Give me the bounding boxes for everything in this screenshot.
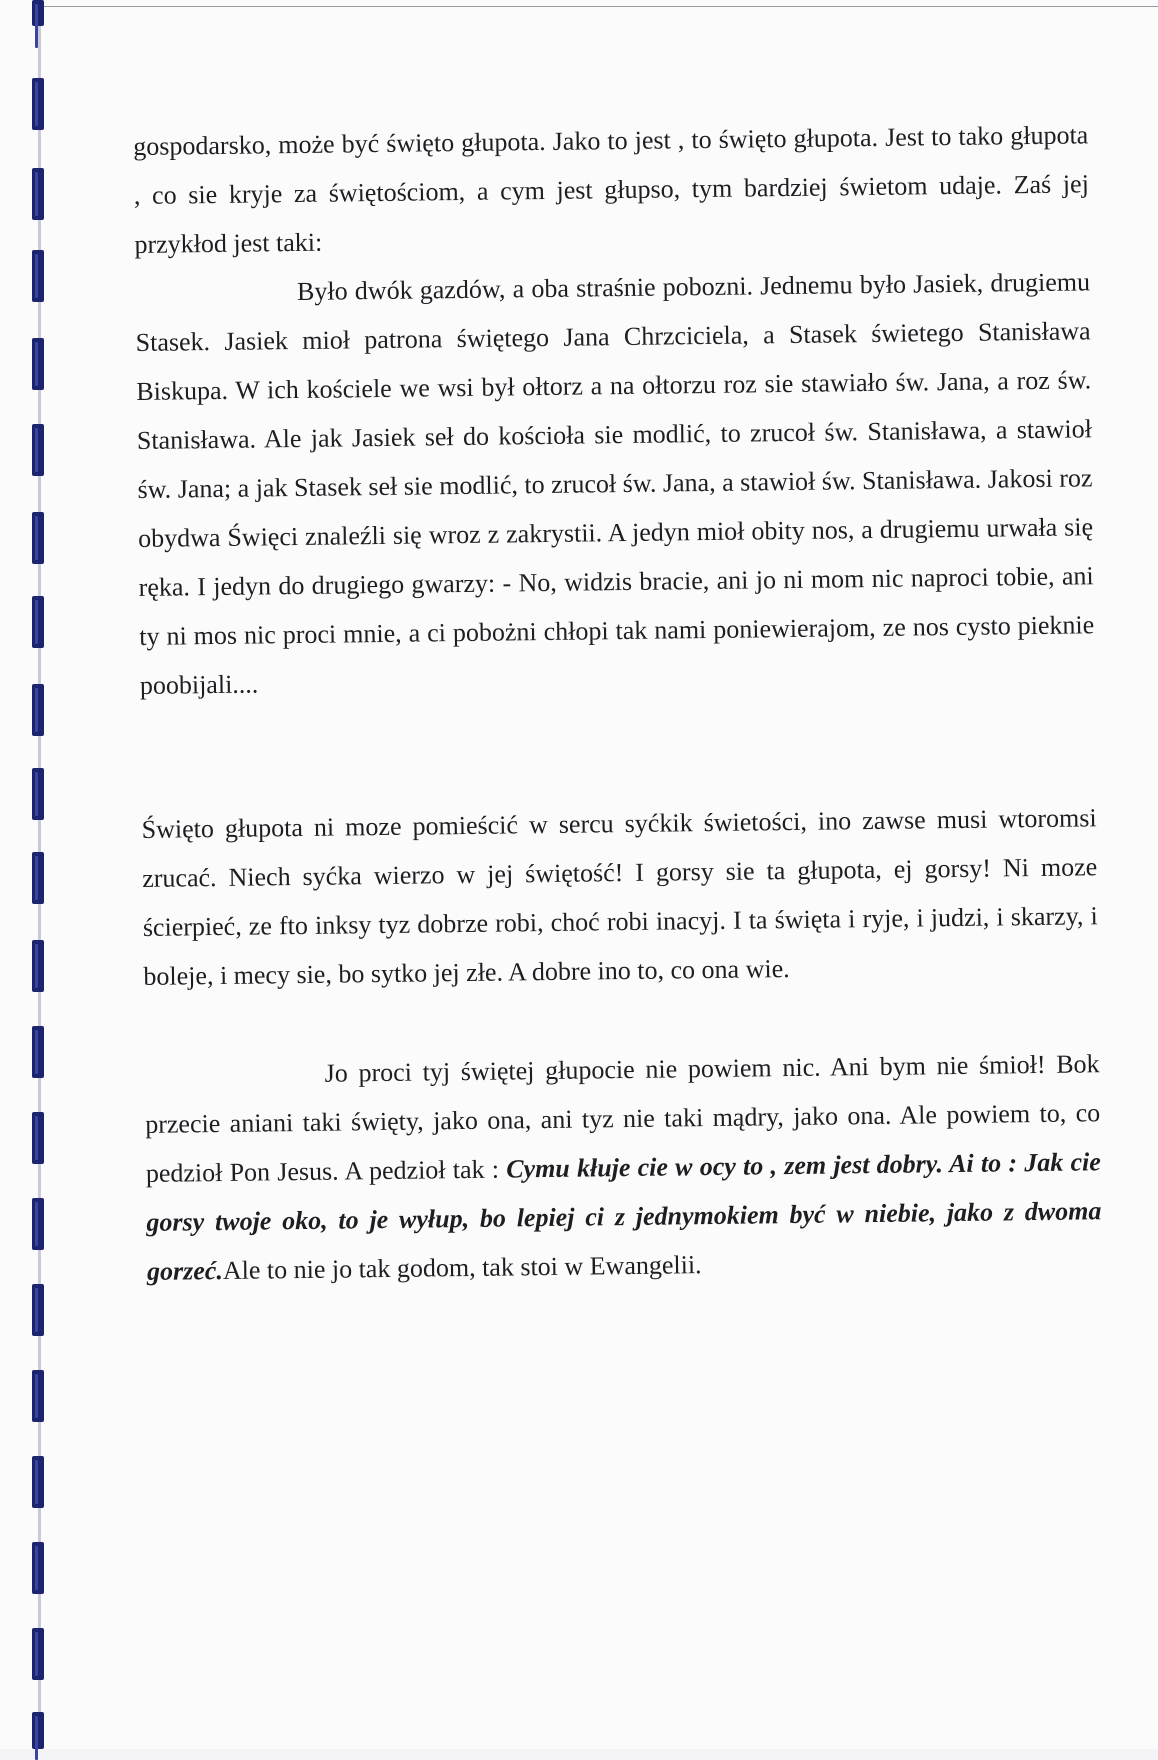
binding-ring [32,338,44,390]
binding-ring [32,1370,44,1422]
binding-ring [32,596,44,648]
binding-ring [32,424,44,476]
binding-ring [32,250,44,302]
binding-ring [32,1712,44,1749]
binding-ring [32,852,44,904]
page-top-edge [40,6,1158,7]
paragraph-gap [140,698,1096,805]
gospel-quote: Cymu kłuje cie w ocy to , zem jest dobry. Ai to : Jak cie gorsy twoje oko, to je wyłup, bo lepiej ci z jednymokiem być w niebie, jako z dwoma gorzeć. [146,1147,1102,1286]
binding-ring [32,940,44,992]
binding-ring [32,1198,44,1250]
binding-ring [32,1284,44,1336]
paragraph-4-outro: Ale to nie jo tak godom, tak stoi w Ewangelii. [222,1250,702,1285]
binding-ring [32,78,44,130]
paragraph-1: gospodarsko, może być święto głupota. Jako to jest , to święto głupota. Jest to tako głupota , co sie kryje za świętościom, a cym jest głupso, tym bardziej świetom udaje. Zaś jej przykłod jest taki: [133,120,1090,259]
paragraph-2: Było dwók gazdów, a oba straśnie pobozni. Jednemu było Jasiek, drugiemu Stasek. Jasiek mioł patrona świętego Jana Chrzciciela, a Stasek świetego Stanisława Biskupa. W ich kościele we wsi był ołtorz a na ołtorzu roz sie stawiało św. Jana, a roz św. Stanisława. Ale jak Jasiek seł do kościoła sie modlić, to zrucoł św. Stanisława, a stawioł św. Jana; a jak Stasek seł sie modlić, to zrucoł św. Jana, a stawioł św. Stanisława. Jakosi roz obydwa Święci znaleźli się wroz z zakrystii. A jedyn mioł obity nos, a drugiemu urwała się ręka. I jedyn do drugiego gwarzy: - No, widzis bracie, ani jo ni mom nic naproci tobie, ani ty ni mos nic proci mnie, a ci pobożni chłopi tak nami poniewierajom, ze nos cysto pieknie poobijali.... [135,267,1095,700]
body-text [133,110,1102,1296]
paragraph-4 [144,1039,1102,1296]
binding-ring [32,768,44,820]
paragraph-3: Święto głupota ni moze pomieścić w sercu syćkik świetości, ino zawse musi wtoromsi zrucać. Niech syćka wierzo w jej świętość! I gorsy sie ta głupota, ej gorsy! Ni moze ścierpieć, ze fto inksy tyz dobrze robi, choć robi inacyj. I ta święta i ryje, i judzi, i skarzy, i boleje, i mecy sie, bo sytko jej złe. A dobre ino to, co ona wie. [141,803,1098,991]
binding-ring [32,0,44,26]
binding-ring [32,1456,44,1508]
paragraph-4-intro: Jo proci tyj świętej głupocie nie powiem nic. Ani bym nie śmioł! Bok przecie aniani taki święty, jako ona, ani tyz nie taki mądry, jako ona. Ale powiem to, co pedzioł Pon Jesus. A pedzioł tak : [145,1049,1101,1188]
comb-binding [0,0,44,1749]
binding-ring [32,1628,44,1680]
binding-ring [32,1542,44,1594]
binding-ring [32,684,44,736]
binding-ring [32,1026,44,1078]
binding-ring [32,512,44,564]
binding-ring [32,168,44,220]
binding-ring [32,1112,44,1164]
